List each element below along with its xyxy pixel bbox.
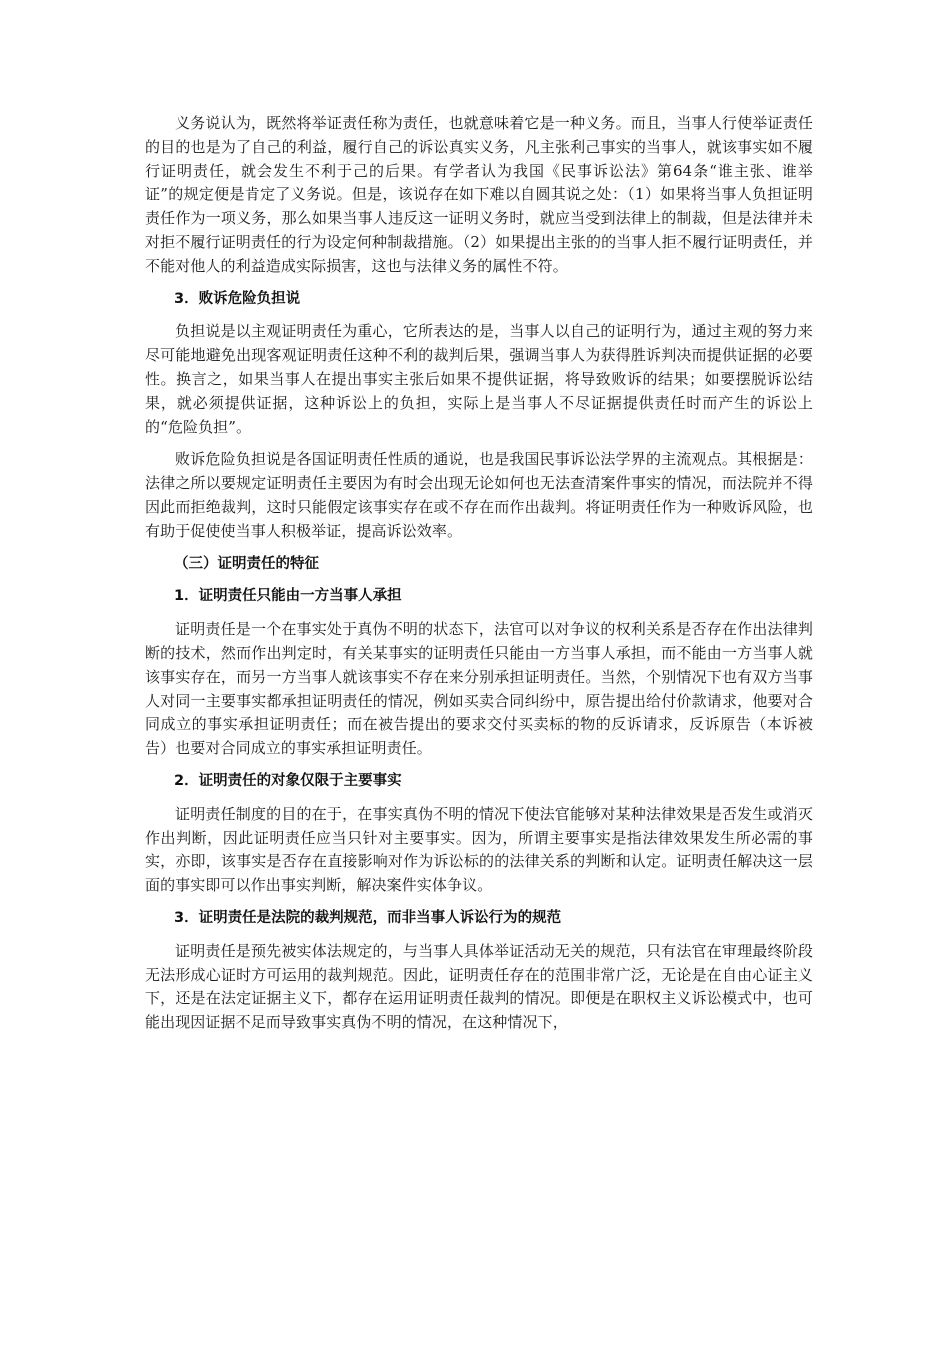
heading-feature-one-party: 1．证明责任只能由一方当事人承担: [174, 588, 402, 605]
heading-risk-burden-theory: 3．败诉危险负担说: [174, 290, 301, 307]
heading-features: （三）证明责任的特征: [174, 555, 319, 572]
paragraph-adjudication-norm: 证明责任是预先被实体法规定的，与当事人具体举证活动无关的规范，只有法官在审理最终阶段无法形成心证时方可运用的裁判规范。因此，证明责任存在的范围非常广泛，无论是在自由心证主义下，还是在法定证据主义下，都存在运用证明责任裁判的情况。即便是在职权主义诉讼模式中，也可能出现因证据不足而导致事实真伪不明的情况，在这种情况下，: [145, 941, 813, 1032]
heading-feature-adjudication-norm: 3．证明责任是法院的裁判规范，而非当事人诉讼行为的规范: [174, 909, 562, 926]
paragraph-burden-theory: 负担说是以主观证明责任为重心，它所表达的是，当事人以自己的证明行为，通过主观的努力来尽可能地避免出现客观证明责任这种不利的裁判后果，强调当事人为获得胜诉判决而提供证据的必要性。换言之，如果当事人在提出事实主张后如果不提供证据，将导致败诉的结果；如要摆脱诉讼结果，就必须提供证据，这种诉讼上的负担，实际上是当事人不尽证据提供责任时而产生的诉讼上的“危险负担”。: [145, 322, 813, 436]
paragraph-one-party: 证明责任是一个在事实处于真伪不明的状态下，法官可以对争议的权利关系是否存在作出法律判断的技术，然而作出判定时，有关某事实的证明责任只能由一方当事人承担，而不能由一方当事人就该事实存在，而另一方当事人就该事实不存在来分别承担证明责任。当然，个别情况下也有双方当事人对同一主要事实都承担证明责任的情况，例如买卖合同纠纷中，原告提出给付价款请求，他要对合同成立的事实承担证明责任；而在被告提出的要求交付买卖标的物的反诉请求，反诉原告（本诉被告）也要对合同成立的事实承担证明责任。: [145, 620, 813, 758]
paragraph-duty-theory: 义务说认为，既然将举证责任称为责任，也就意味着它是一种义务。而且，当事人行使举证责任的目的也是为了自己的利益，履行自己的诉讼真实义务，凡主张利己事实的当事人，就该事实如不履行证明责任，就会发生不利于己的后果。有学者认为我国《民事诉讼法》第64条“谁主张、谁举证”的规定便是肯定了义务说。但是，该说存在如下难以自圆其说之处：（1）如果将当事人负担证明责任作为一项义务，那么如果当事人违反这一证明义务时，就应当受到法律上的制裁，但是法律并未对拒不履行证明责任的行为设定何种制裁措施。（2）如果提出主张的的当事人拒不履行证明责任，并不能对他人的利益造成实际损害，这也与法律义务的属性不符。: [145, 114, 813, 275]
document-page: [145, 112, 813, 1044]
paragraph-main-facts: 证明责任制度的目的在于，在事实真伪不明的情况下使法官能够对某种法律效果是否发生或消灭作出判断，因此证明责任应当只针对主要事实。因为，所谓主要事实是指法律效果发生所必需的事实，亦即，该事实是否存在直接影响对作为诉讼标的的法律关系的判断和认定。证明责任解决这一层面的事实即可以作出事实判断，解决案件实体争议。: [145, 804, 813, 895]
heading-feature-main-facts: 2．证明责任的对象仅限于主要事实: [174, 772, 402, 789]
paragraph-risk-burden-mainstream: 败诉危险负担说是各国证明责任性质的通说，也是我国民事诉讼法学界的主流观点。其根据是：法律之所以要规定证明责任主要因为有时会出现无论如何也无法查清案件事实的情况，而法院并不得因此而拒绝裁判，这时只能假定该事实存在或不存在而作出裁判。将证明责任作为一种败诉风险，也有助于促使使当事人积极举证，提高诉讼效率。: [145, 450, 813, 540]
